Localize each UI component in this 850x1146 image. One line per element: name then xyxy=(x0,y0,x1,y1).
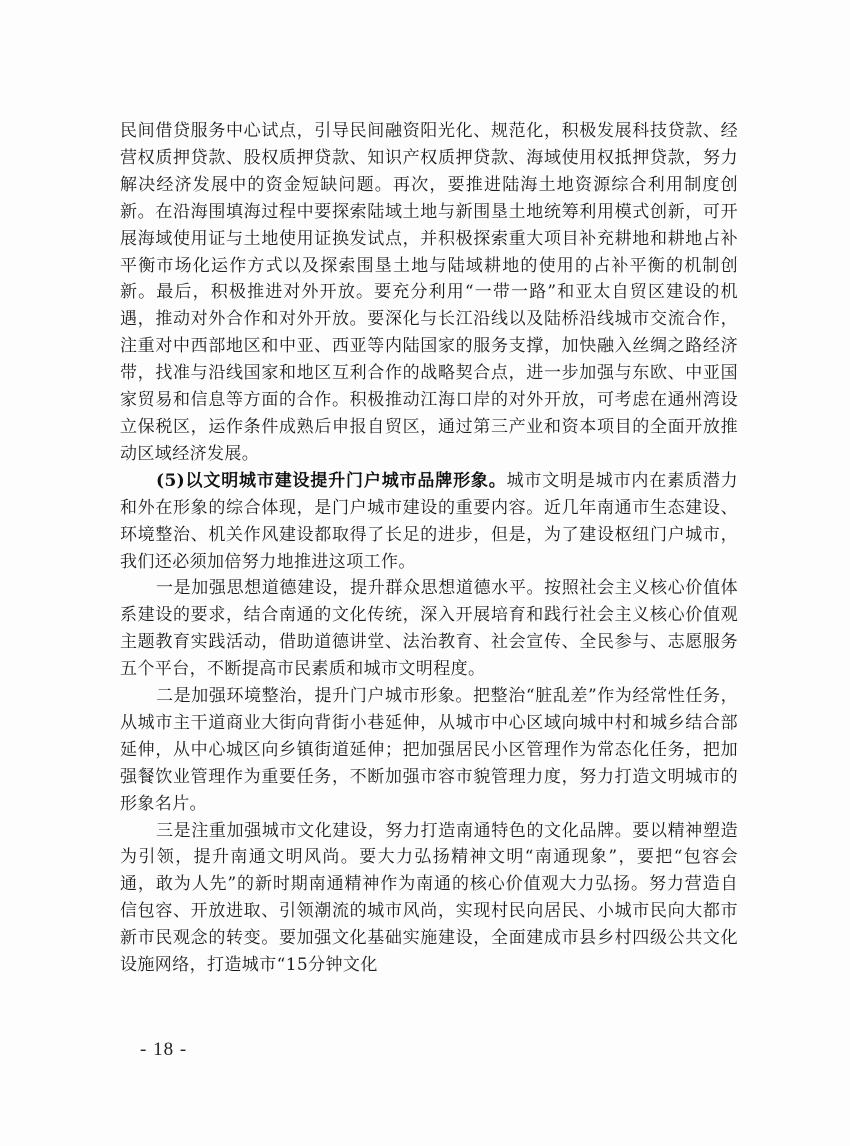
paragraph-4: 二是加强环境整治，提升门户城市形象。把整治“脏乱差”作为经常性任务，从城市主干道商业大街向背街小巷延伸，从城市中心区域向城中村和城乡结合部延伸，从中心城区向乡镇街道延伸；把加强居民小区管理作为常态化任务，把加强餐饮业管理作为重要任务，不断加强市容市貌管理力度，努力打造文明城市的形象名片。 xyxy=(120,686,738,814)
section-heading: (5)以文明城市建设提升门户城市品牌形象。 xyxy=(156,470,507,491)
page-number: - 18 - xyxy=(140,1039,188,1060)
paragraph-2-body: 城市文明是城市内在素质潜力和外在形象的综合体现，是门户城市建设的重要内容。近几年南通市生态建设、环境整治、机关作风建设都取得了长足的进步，但是，为了建设枢纽门户城市，我们还必须加倍努力地推进这项工作。 xyxy=(120,470,738,572)
paragraph-2 xyxy=(120,468,738,576)
paragraph-1: 民间借贷服务中心试点，引导民间融资阳光化、规范化，积极发展科技贷款、经营权质押贷款、股权质押贷款、知识产权质押贷款、海域使用权抵押贷款，努力解决经济发展中的资金短缺问题。再次，要推进陆海土地资源综合利用制度创新。在沿海围填海过程中要探索陆域土地与新围垦土地统筹利用模式创新，可开展海域使用证与土地使用证换发试点，并积极探索重大项目补充耕地和耕地占补平衡市场化运作方式以及探索围垦土地与陆域耕地的使用的占补平衡的机制创新。最后，积极推进对外开放。要充分利用“一带一路”和亚太自贸区建设的机遇，推动对外合作和对外开放。要深化与长江沿线以及陆桥沿线城市交流合作，注重对中西部地区和中亚、西亚等内陆国家的服务支撑，加快融入丝绸之路经济带，找准与沿线国家和地区互利合作的战略契合点，进一步加强与东欧、中亚国家贸易和信息等方面的合作。积极推动江海口岸的对外开放，可考虑在通州湾设立保税区，运作条件成熟后申报自贸区，通过第三产业和资本项目的全面开放推动区域经济发展。 xyxy=(120,121,738,464)
body-text xyxy=(120,118,738,979)
paragraph-5: 三是注重加强城市文化建设，努力打造南通特色的文化品牌。要以精神塑造为引领，提升南通文明风尚。要大力弘扬精神文明“南通现象”，要把“包容会通，敢为人先”的新时期南通精神作为南通的核心价值观大力弘扬。努力营造自信包容、开放进取、引领潮流的城市风尚，实现村民向居民、小城市民向大都市新市民观念的转变。要加强文化基础实施建设，全面建成市县乡村四级公共文化设施网络，打造城市“15分钟文化 xyxy=(120,820,738,976)
paragraph-3: 一是加强思想道德建设，提升群众思想道德水平。按照社会主义核心价值体系建设的要求，结合南通的文化传统，深入开展培育和践行社会主义核心价值观主题教育实践活动，借助道德讲堂、法治教育、社会宣传、全民参与、志愿服务五个平台，不断提高市民素质和城市文明程度。 xyxy=(120,578,738,680)
